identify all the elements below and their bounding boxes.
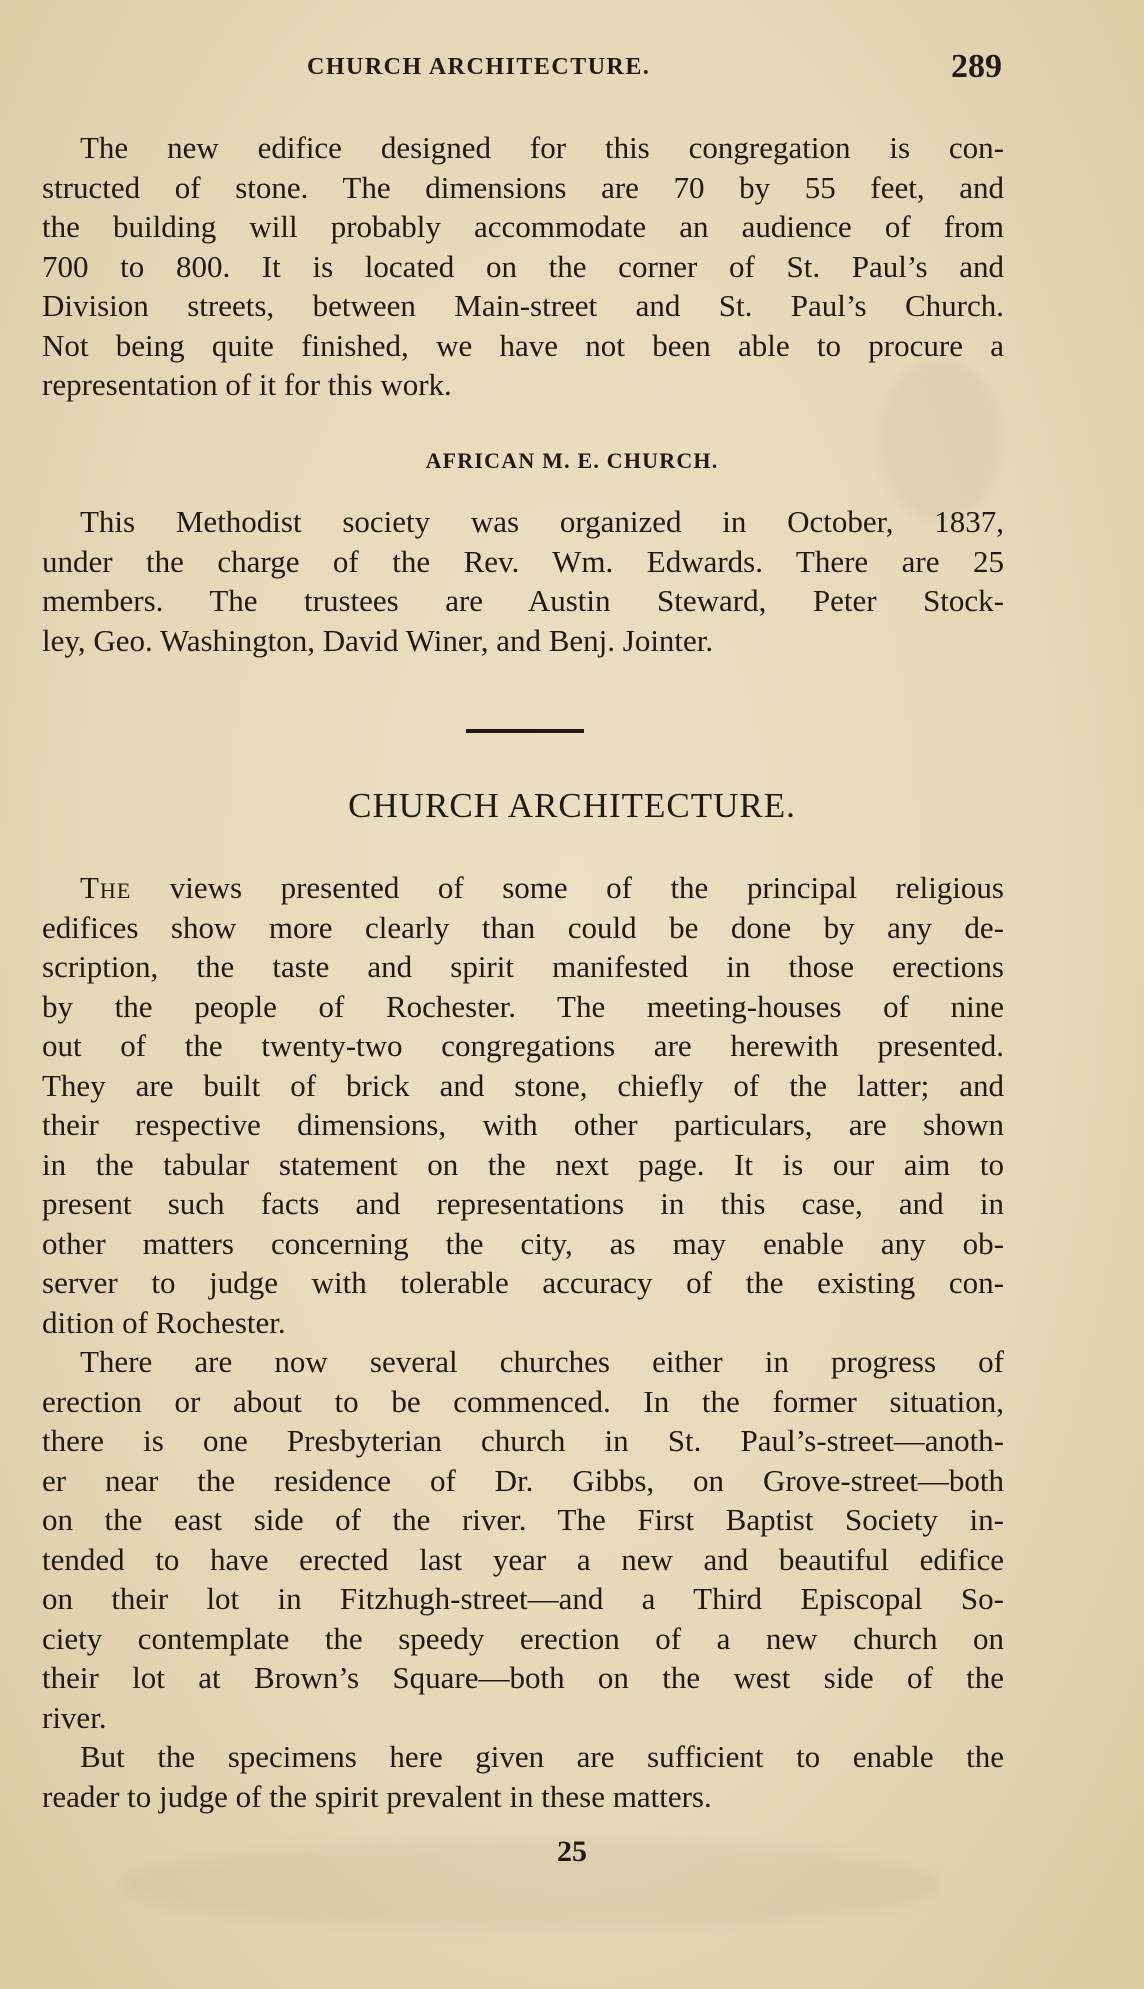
text-line: their respective dimensions, with other particulars, are shown xyxy=(42,1107,1004,1142)
architecture-section-heading: CHURCH ARCHITECTURE. xyxy=(348,786,796,825)
text-line: server to judge with tolerable accuracy of the existing con- xyxy=(42,1265,1004,1300)
text-line: This Methodist society was organized in October, 1837, xyxy=(80,504,1004,539)
text-line: tended to have erected last year a new and beautiful edifice xyxy=(42,1541,1004,1577)
text-line: reader to judge of the spirit prevalent in these matters. xyxy=(42,1778,712,1814)
architecture-paragraph-3 xyxy=(42,1737,1004,1816)
text-line: structed of stone. The dimensions are 70 by 55 feet, and xyxy=(42,169,1004,205)
text-line: under the charge of the Rev. Wm. Edwards. There are 25 xyxy=(42,543,1004,579)
text-line: The new edifice designed for this congregation is con- xyxy=(80,130,1004,165)
text-line: present such facts and representations in this case, and in xyxy=(42,1186,1004,1221)
text-line: ciety contemplate the speedy erection of a new church on xyxy=(42,1620,1004,1656)
drop-word: The xyxy=(80,870,132,905)
text-line: other matters concerning the city, as may enable any ob- xyxy=(42,1225,1004,1261)
text-line: on their lot in Fitzhugh-street—and a Third Episcopal So- xyxy=(42,1581,1004,1616)
text-line: scription, the taste and spirit manifested in those erections xyxy=(42,949,1004,984)
text-line: members. The trustees are Austin Steward, Peter Stock- xyxy=(42,583,1004,618)
running-head xyxy=(42,48,1002,92)
text-line: er near the residence of Dr. Gibbs, on Grove-street—both xyxy=(42,1462,1004,1498)
text-line: by the people of Rochester. The meeting-houses of nine xyxy=(42,988,1004,1024)
text-line: their lot at Brown’s Square—both on the west side of the xyxy=(42,1660,1004,1695)
african-section-paragraph xyxy=(42,502,1004,660)
text-line: dition of Rochester. xyxy=(42,1304,286,1340)
text-line: representation of it for this work. xyxy=(42,367,452,402)
text-line: in the tabular statement on the next page. It is our aim to xyxy=(42,1146,1004,1182)
text-line: 700 to 800. It is located on the corner of St. Paul’s and xyxy=(42,248,1004,284)
text-line: They are built of brick and stone, chiefly of the latter; and xyxy=(42,1067,1004,1103)
text-line: But the specimens here given are sufficient to enable the xyxy=(80,1739,1004,1774)
text-line: the building will probably accommodate an audience of from xyxy=(42,209,1004,244)
african-section-heading: AFRICAN M. E. CHURCH. xyxy=(425,448,719,473)
text-line: river. xyxy=(42,1699,107,1735)
signature-mark: 25 xyxy=(557,1835,587,1868)
architecture-paragraph-2 xyxy=(42,1342,1004,1737)
text-line: ley, Geo. Washington, David Winer, and Benj. Jointer. xyxy=(42,622,714,658)
text-line: on the east side of the river. The First Baptist Society in- xyxy=(42,1502,1004,1537)
text-line-rest: views presented of some of the principal religious xyxy=(131,870,1004,905)
running-head-title: CHURCH ARCHITECTURE. xyxy=(307,54,651,80)
text-line: edifices show more clearly than could be done by any de- xyxy=(42,909,1004,945)
text-line: out of the twenty-two congregations are herewith presented. xyxy=(42,1028,1004,1063)
section-divider-rule xyxy=(466,729,584,733)
text-line: erection or about to be commenced. In the former situation, xyxy=(42,1383,1004,1419)
text-line xyxy=(42,868,1004,908)
text-line: There are now several churches either in progress of xyxy=(80,1344,1004,1379)
architecture-paragraph-1 xyxy=(42,868,1004,1342)
intro-paragraph xyxy=(42,128,1004,405)
text-line: Division streets, between Main-street and St. Paul’s Church. xyxy=(42,288,1004,323)
page-number: 289 xyxy=(951,48,1002,85)
text-line: there is one Presbyterian church in St. Paul’s-street—anoth- xyxy=(42,1423,1004,1458)
text-line: Not being quite finished, we have not been able to procure a xyxy=(42,327,1004,363)
